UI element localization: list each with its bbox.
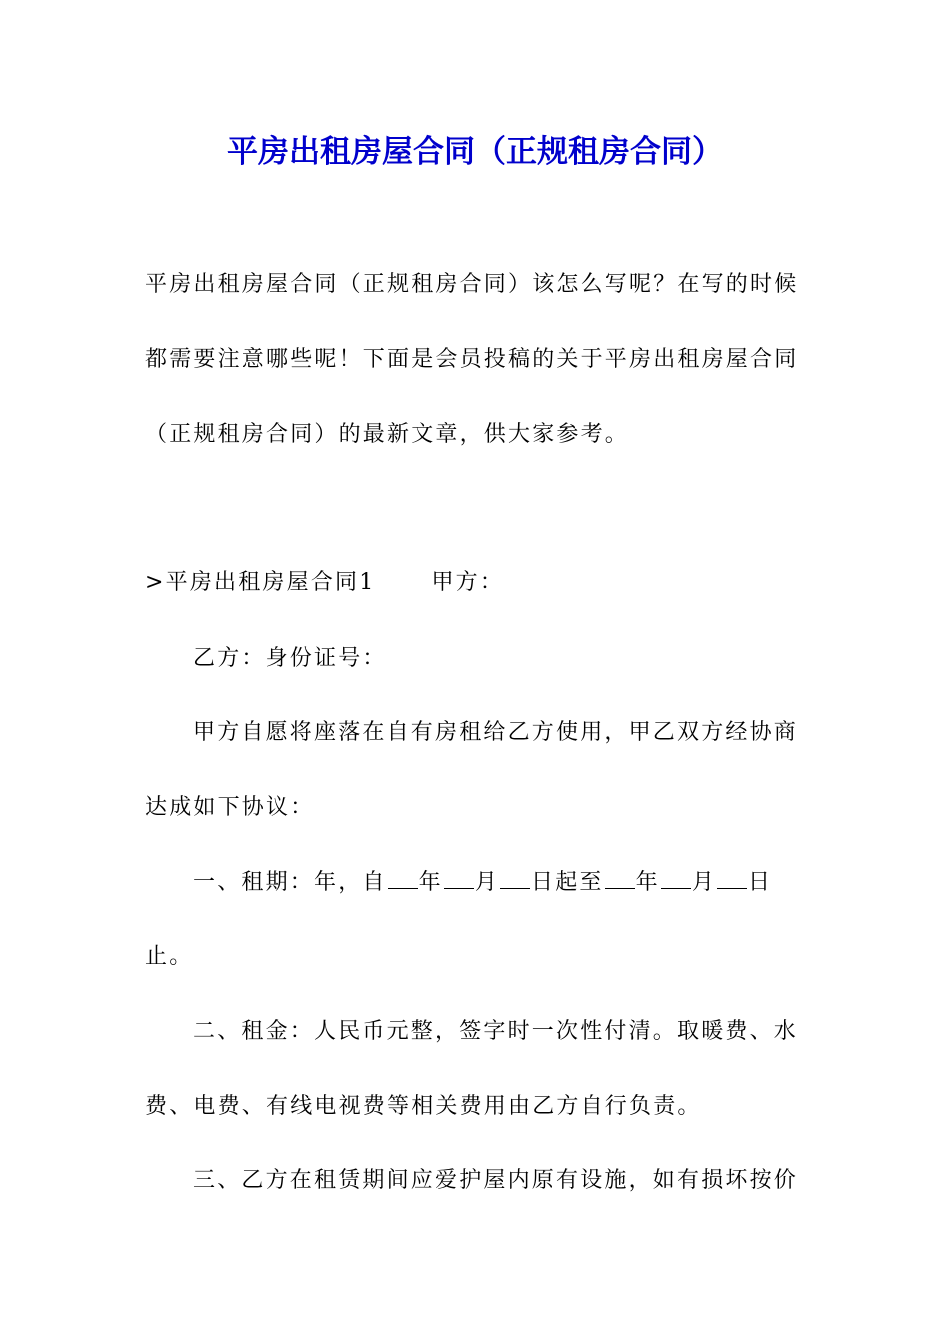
intro-line-3: （正规租房合同）的最新文章，供大家参考。 [145, 422, 630, 447]
blank-field [444, 870, 474, 889]
blank-field [605, 870, 635, 889]
term-text-4: 日起至 [531, 870, 604, 895]
paragraph-1-line-1: 甲方自愿将座落在自有房租给乙方使用，甲乙双方经协商 [193, 720, 799, 745]
facility-clause-line-1: 三、乙方在租赁期间应爱护屋内原有设施，如有损坏按价 [193, 1168, 799, 1193]
intro-line-1: 平房出租房屋合同（正规租房合同）该怎么写呢？在写的时候 [145, 272, 799, 297]
document-title: 平房出租房屋合同（正规租房合同） [227, 134, 723, 170]
blank-field [661, 870, 691, 889]
term-text-2: 年 [418, 870, 443, 895]
rent-clause-line-2: 费、电费、有线电视费等相关费用由乙方自行负责。 [145, 1094, 702, 1119]
party-a-label: 甲方： [431, 570, 505, 595]
rent-clause-line-1: 二、租金：人民币元整，签字时一次性付清。取暖费、水 [193, 1019, 799, 1044]
term-text-3: 月 [474, 870, 500, 895]
party-b-label: 乙方：身份证号： [193, 646, 387, 671]
blank-field [500, 870, 530, 889]
term-clause-line-1 [193, 868, 863, 898]
term-text-6: 月 [691, 870, 717, 895]
blank-field [717, 870, 747, 889]
section-heading-row [145, 568, 815, 598]
intro-line-2: 都需要注意哪些呢！下面是会员投稿的关于平房出租房屋合同 [145, 347, 799, 372]
paragraph-1-line-2: 达成如下协议： [145, 795, 315, 820]
section-heading: >平房出租房屋合同1 [145, 570, 376, 595]
blank-field [388, 870, 418, 889]
term-text-1: 一、租期：年，自 [193, 870, 387, 895]
term-text-5: 年 [635, 870, 660, 895]
term-text-7: 日 [748, 870, 773, 895]
term-clause-line-2: 止。 [145, 944, 194, 969]
